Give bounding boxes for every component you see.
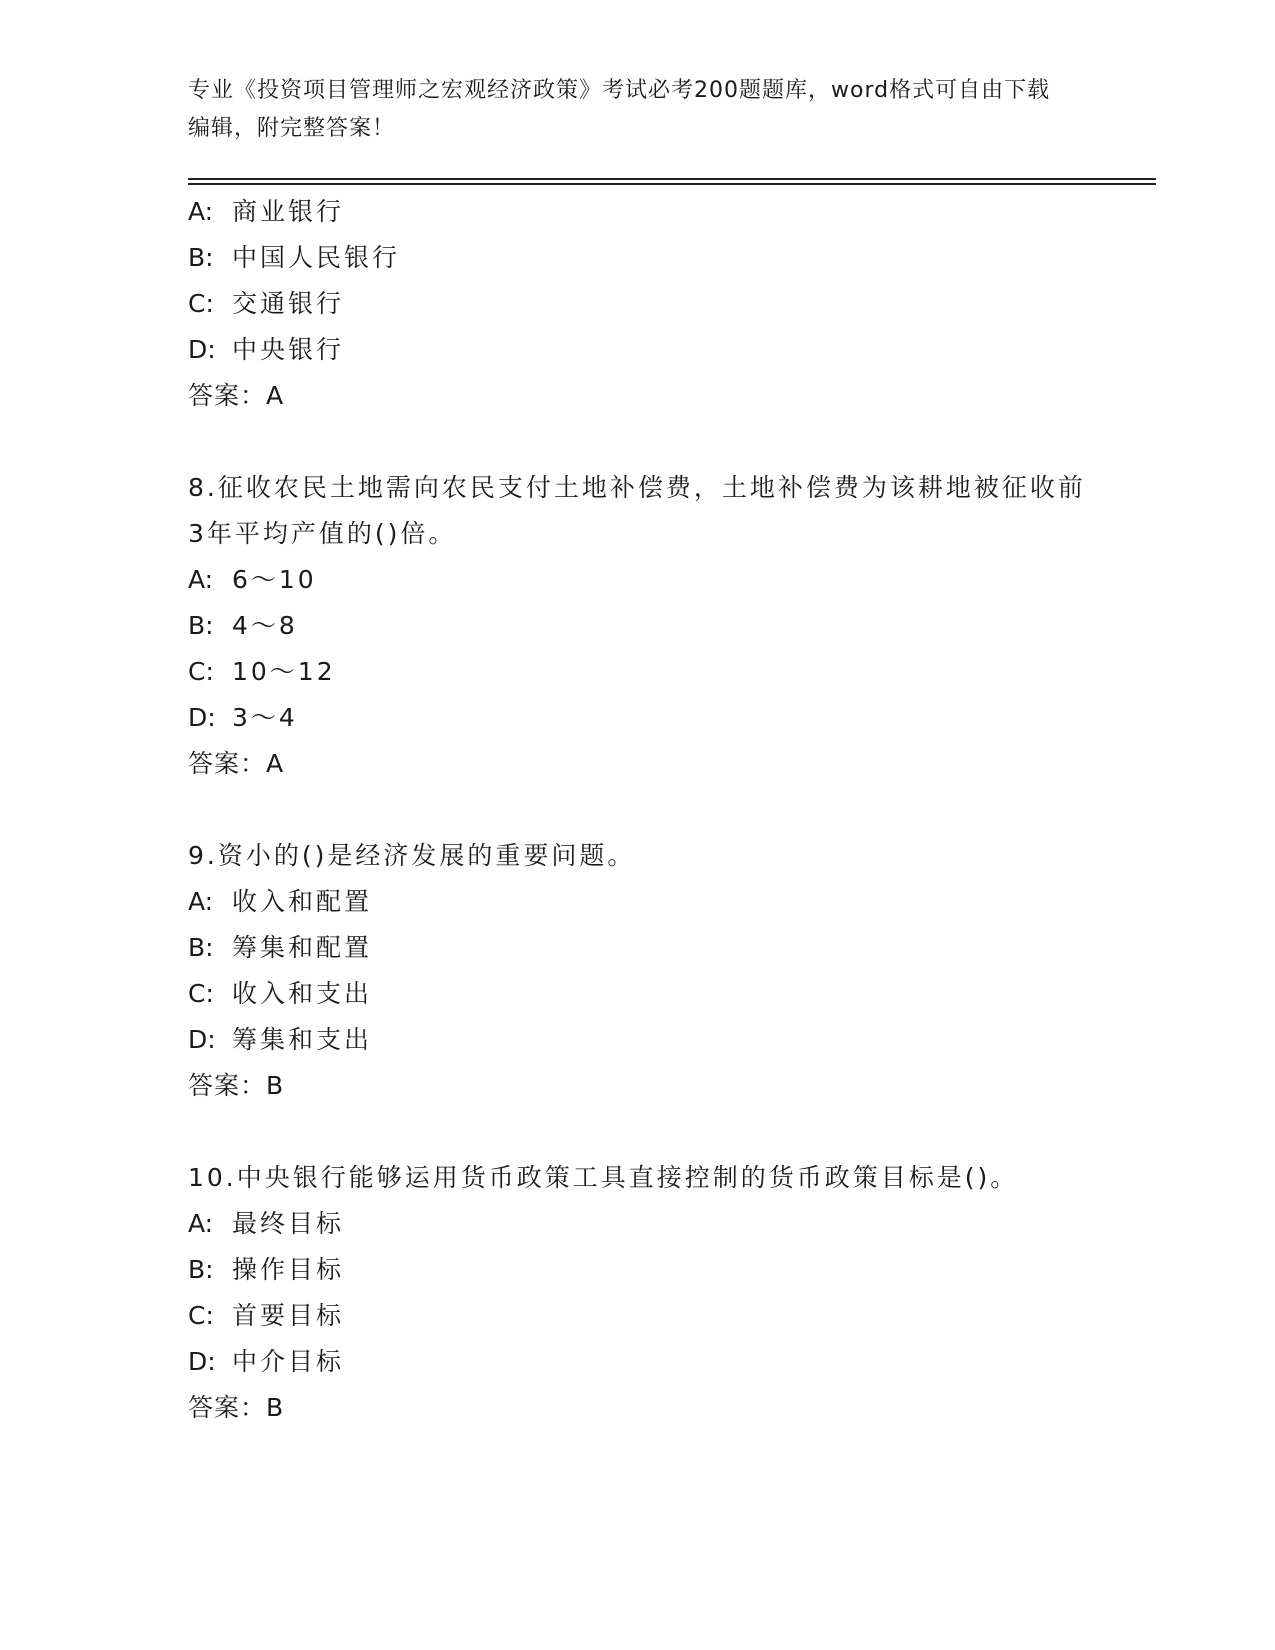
option-a: A: 最终目标 xyxy=(188,1209,345,1238)
answer-line: 答案：A xyxy=(188,381,285,410)
option-b: B: 中国人民银行 xyxy=(188,243,401,272)
question-7-fragment xyxy=(188,189,1088,419)
question-stem: 9.资小的()是经济发展的重要问题。 xyxy=(188,841,636,870)
option-b: B: 操作目标 xyxy=(188,1255,345,1284)
option-c: C: 交通银行 xyxy=(188,289,345,318)
question-10 xyxy=(188,1155,1088,1431)
question-9 xyxy=(188,833,1088,1109)
header-rule-bottom xyxy=(188,183,1156,185)
option-c: C: 首要目标 xyxy=(188,1301,345,1330)
option-c: C: 10～12 xyxy=(188,657,336,686)
answer-line: 答案：A xyxy=(188,749,285,778)
option-a: A: 6～10 xyxy=(188,565,317,594)
option-c: C: 收入和支出 xyxy=(188,979,373,1008)
header-rule-top xyxy=(188,178,1156,180)
header-text: 专业《投资项目管理师之宏观经济政策》考试必考200题题库，word格式可自由下载编辑，附完整答案！ xyxy=(188,78,1051,141)
answer-line: 答案：B xyxy=(188,1393,285,1422)
option-b: B: 筹集和配置 xyxy=(188,933,373,962)
question-list xyxy=(188,189,1088,1431)
question-stem: 8.征收农民土地需向农民支付土地补偿费，土地补偿费为该耕地被征收前3年平均产值的()倍。 xyxy=(188,473,1086,548)
answer-line: 答案：B xyxy=(188,1071,285,1100)
option-a: A: 收入和配置 xyxy=(188,887,373,916)
option-d: D: 中介目标 xyxy=(188,1347,345,1376)
option-d: D: 中央银行 xyxy=(188,335,345,364)
question-8 xyxy=(188,465,1088,787)
option-d: D: 筹集和支出 xyxy=(188,1025,373,1054)
option-b: B: 4～8 xyxy=(188,611,298,640)
document-header xyxy=(188,72,1068,148)
option-a: A: 商业银行 xyxy=(188,197,345,226)
option-d: D: 3～4 xyxy=(188,703,298,732)
question-stem: 10.中央银行能够运用货币政策工具直接控制的货币政策目标是()。 xyxy=(188,1163,1019,1192)
